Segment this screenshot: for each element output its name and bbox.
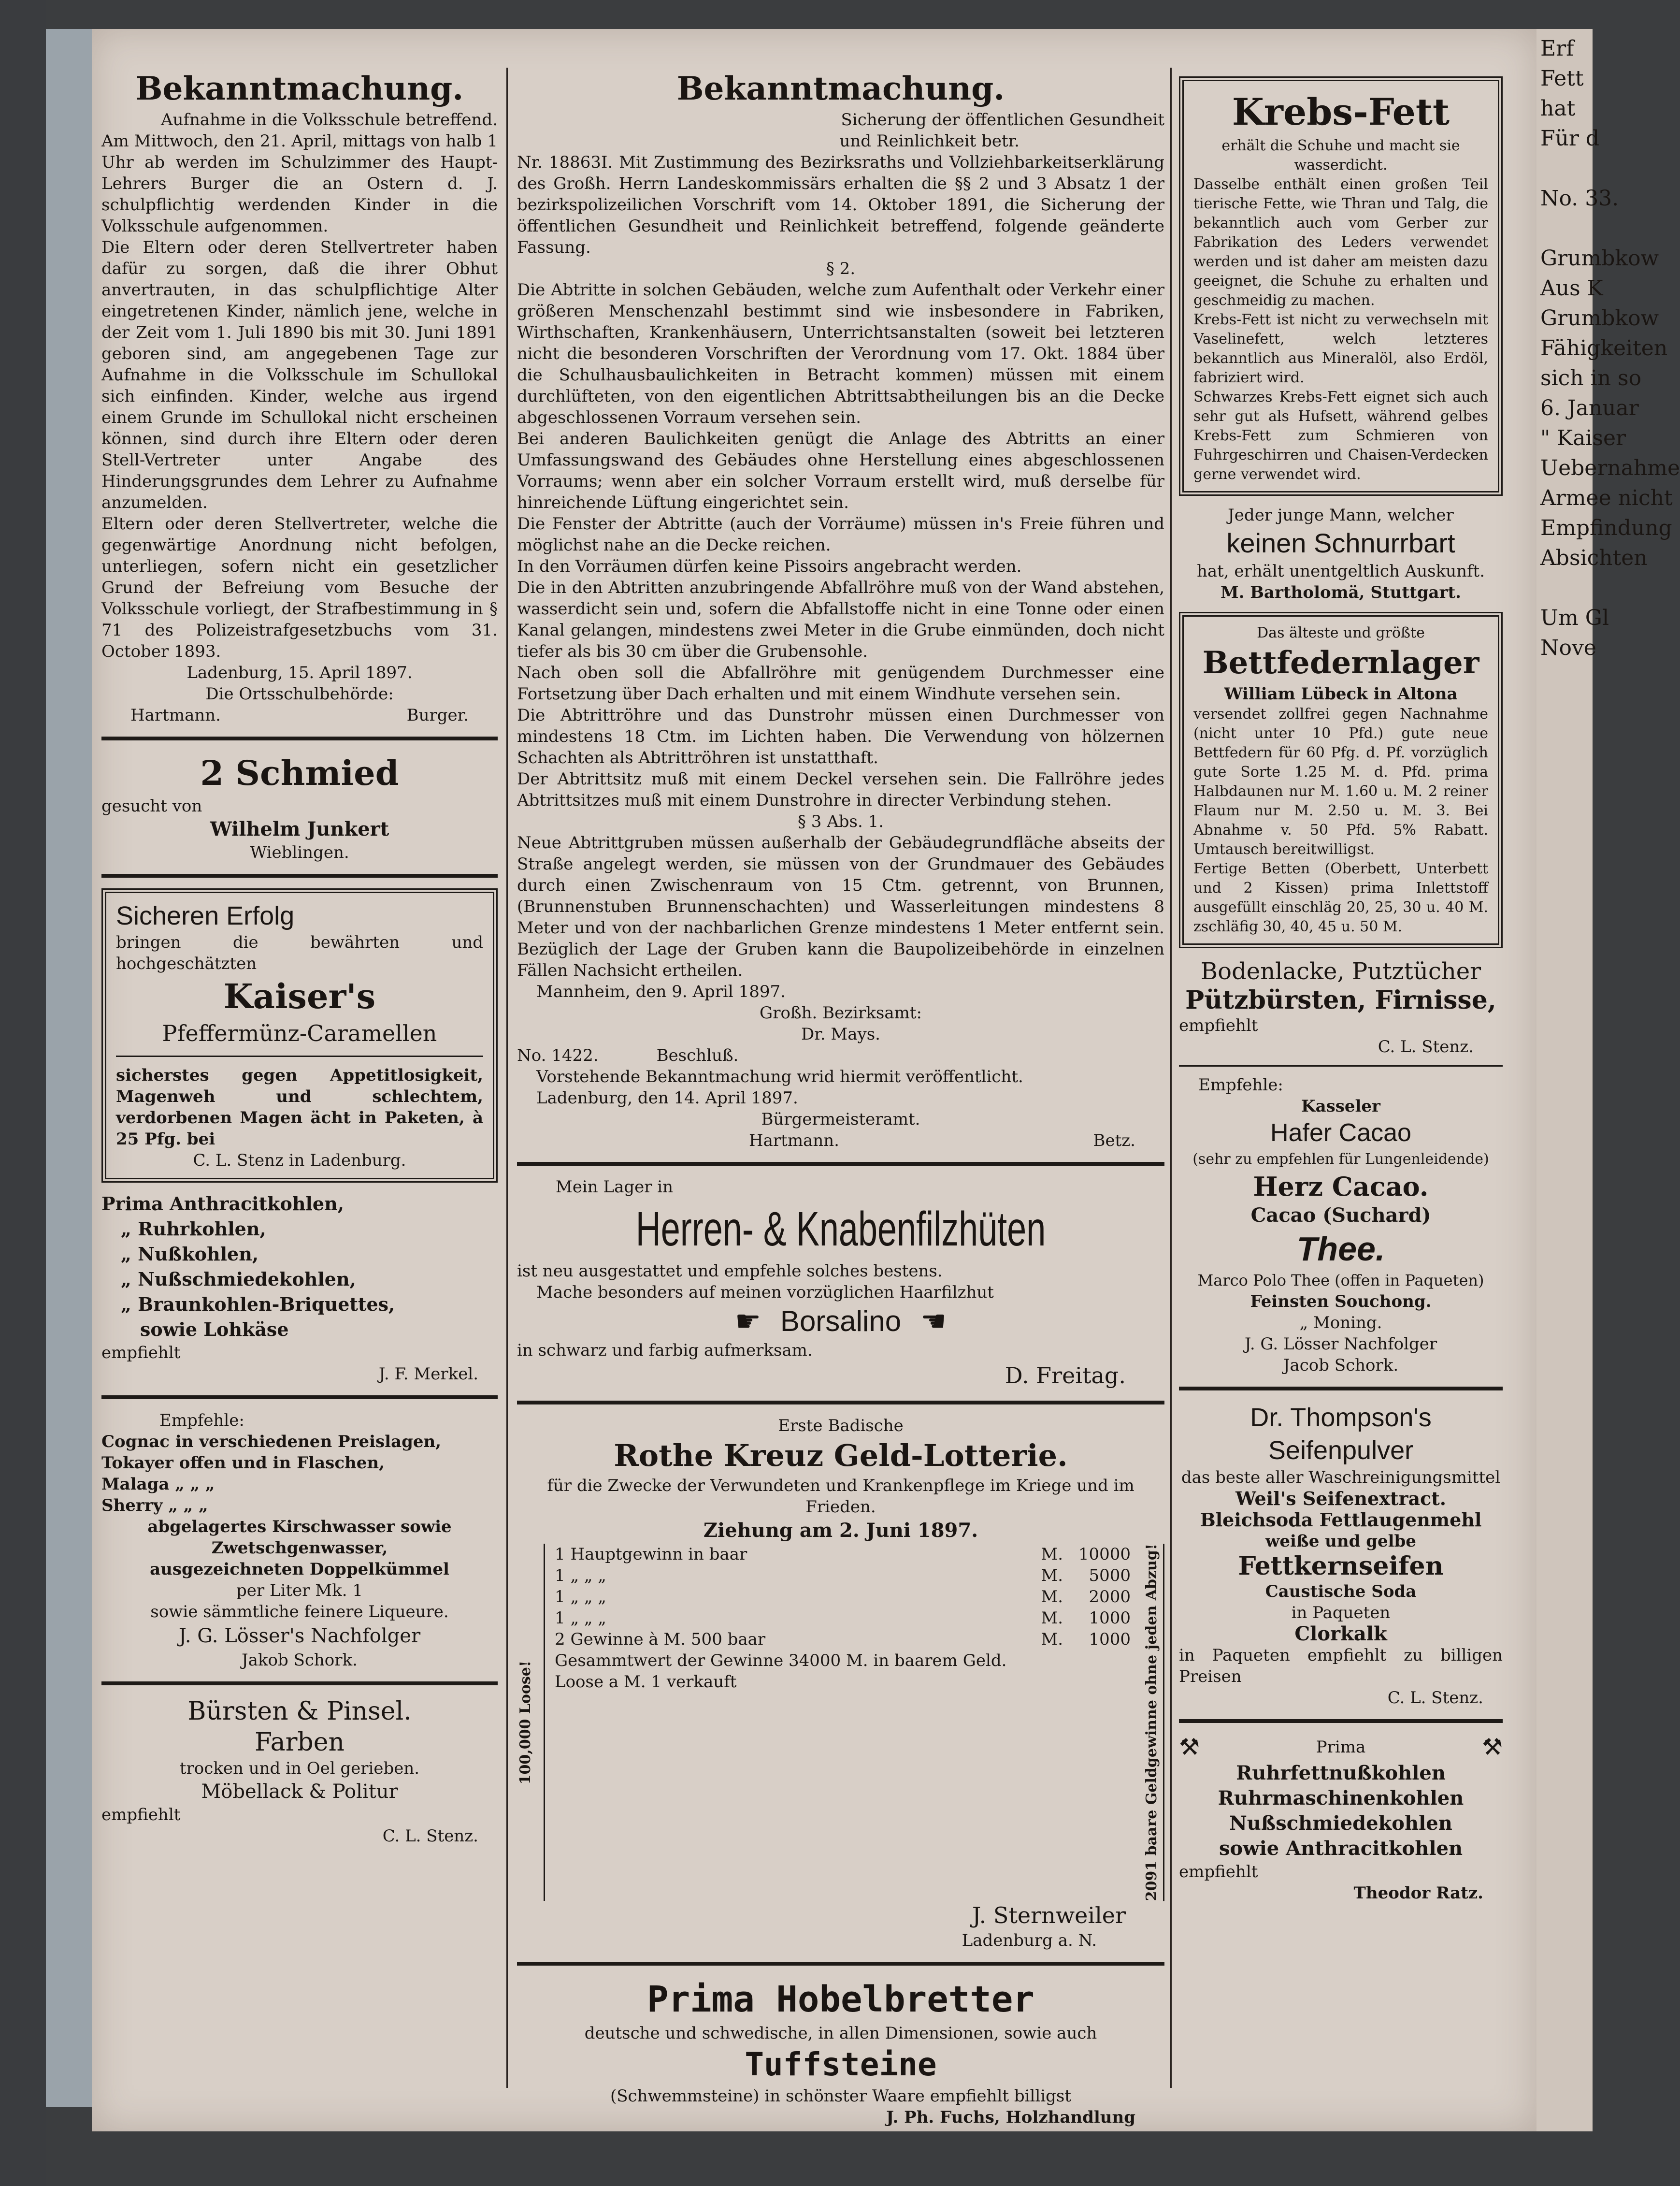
lottery-row	[555, 1544, 1131, 1565]
ad-head: Empfehle:	[159, 1411, 244, 1430]
ad-line: abgelagertes Kirschwasser sowie Zwetschgenwasser,	[147, 1517, 452, 1558]
ad-line: Cacao (Suchard)	[1250, 1204, 1431, 1227]
ad-place: Ladenburg a. N.	[962, 1931, 1097, 1951]
ad-title: Bürsten & Pinsel.	[187, 1697, 412, 1726]
ad-line: hat, erhält unentgeltlich Auskunft.	[1196, 562, 1485, 581]
kaiser-ad	[101, 888, 498, 1183]
notice-paragraph: Die Abtrittröhre und das Dunstrohr müssen einen Durchmesser von mindestens 18 Ctm. im Lichten haben. Die Verwendung von hölzernen Schachten als Abtrittröhren ist unstatthaft.	[517, 706, 1164, 767]
ad-line: in schwarz und farbig aufmerksam.	[517, 1341, 813, 1360]
lottery-row	[555, 1586, 1131, 1607]
ad-line: per Liter Mk. 1	[236, 1581, 363, 1600]
ad-title: Fettkernseifen	[1238, 1551, 1444, 1581]
ad-seller: C. L. Stenz.	[1387, 1688, 1483, 1708]
ad-line: Nußschmiedekohlen	[1229, 1812, 1452, 1835]
notice-decision: Beschluß.	[656, 1046, 739, 1065]
prize-currency: M.	[1041, 1608, 1063, 1628]
feather-ad	[1179, 612, 1503, 948]
ad-title: Thee.	[1296, 1230, 1385, 1268]
ad-seller: J. G. Lösser Nachfolger	[1244, 1334, 1437, 1354]
ad-line: in Paqueten empfiehlt zu billigen Preisen	[1179, 1646, 1503, 1686]
ad-line: Kasseler	[1301, 1097, 1380, 1116]
lottery-ad	[517, 1415, 1164, 1951]
signature: Betz.	[1093, 1131, 1135, 1150]
notice-subtitle: Sicherung der öffentlichen Gesundheit	[841, 110, 1164, 130]
lottery-side-left: 100,000 Loose!	[517, 1660, 534, 1784]
column-right	[1179, 68, 1503, 1904]
coal-head-row	[1179, 1734, 1503, 1761]
moustache-ad	[1179, 505, 1503, 603]
separator	[101, 874, 498, 878]
crossed-hammers-icon: ⚒	[1179, 1734, 1200, 1761]
notice-paragraph: Bei anderen Baulichkeiten genügt die Anlage des Abtritts an einer Umfassungswand des Gebäudes ohne Herstellung eines abgeschlossenen Vorraums; wenn aber ein solcher Vorraum erstellt wird, muß derselbe für hinreichende Lüftung eingerichtet sein.	[517, 429, 1164, 512]
ad-head: Prima	[1316, 1737, 1366, 1757]
ad-title: 2 Schmied	[200, 753, 399, 793]
adjacent-page-text: Erf Fett hat Für d No. 33. Grumbkow Aus K Grumbkow Fähigkeiten sich in so 6. Januar " Kaiser Uebernahme Armee nicht Empfindung Absichten Um Gl Nove	[1540, 36, 1680, 660]
ad-line: bringen die bewährten und hochgeschätzten	[116, 933, 483, 973]
separator	[517, 1401, 1164, 1404]
column-middle	[517, 68, 1164, 2128]
prize-label: 1 Hauptgewinn in baar	[555, 1545, 747, 1564]
ad-seller: J. G. Lösser's Nachfolger	[178, 1625, 421, 1647]
ad-head: Sicheren Erfolg	[116, 901, 295, 930]
ad-line: Das älteste und größte	[1257, 624, 1425, 641]
notice-title: Bekanntmachung.	[135, 70, 464, 107]
ad-line: trocken und in Oel gerieben.	[179, 1759, 420, 1778]
notice-number: No. 1422.	[517, 1046, 599, 1065]
ad-title: Herren- & Knabenfilzhüten	[635, 1202, 1046, 1256]
ad-line: erhält die Schuhe und macht sie wasserdicht.	[1221, 137, 1460, 174]
krebs-fett-ad	[1179, 76, 1503, 496]
coal-item: sowie Lohkäse	[140, 1318, 289, 1340]
ad-line: Erste Badische	[778, 1416, 904, 1435]
notice-paragraph: Die Eltern oder deren Stellvertreter haben dafür zu sorgen, daß die ihrer Obhut anvertrauten, in das schulpflichtige Alter eingetretenen Kinder, nämlich jene, welche in der Zeit vom 1. Juli 1890 bis mit 30. Juni 1891 geboren sind, am angegebenen Tage zur Aufnahme in die Volksschule im Schullokal sich einfinden. Kinder, welche aus irgend einem Grunde im Schullokal nicht erscheinen können, sind durch ihre Eltern oder deren Stell-Vertreter unter Angabe des Hinderungsgrundes dem Lehrer zu Aufnahme anzumelden.	[101, 238, 498, 512]
brand-row	[517, 1303, 1164, 1340]
notice-subtitle: und Reinlichkeit betr.	[839, 131, 1019, 151]
ad-seller: Jakob Schork.	[242, 1650, 358, 1670]
coal-item: Prima Anthracitkohlen,	[101, 1193, 344, 1215]
book-board	[46, 29, 94, 2107]
ad-product: Pfeffermünz-Caramellen	[162, 1020, 437, 1046]
ad-recommend: empfiehlt	[1179, 1862, 1258, 1882]
ad-title: Hafer Cacao	[1270, 1119, 1411, 1147]
ad-line: sowie sämmtliche feinere Liqueure.	[150, 1602, 449, 1621]
notice-office: Großh. Bezirksamt:	[760, 1003, 922, 1023]
notice-paragraph: Nr. 18863I. Mit Zustimmung des Bezirksraths und Vollziehbarkeitserklärung des Großh. Herrn Landeskommissärs erhalten die §§ 2 und 3 Absatz 1 der bezirkspolizeilichen Vorschrift vom 14. Oktober 1891, die Sicherung der öffentlichen Gesundheit und Reinlichkeit betreffend, folgende geänderte Fassung.	[517, 153, 1164, 257]
ad-title: Bodenlacke, Putztücher	[1200, 958, 1481, 985]
prize-currency: M.	[1041, 1630, 1063, 1649]
separator	[517, 1962, 1164, 1966]
ad-line: Jeder junge Mann, welcher	[1228, 506, 1454, 525]
notice-paragraph: Vorstehende Bekanntmachung wrid hiermit veröffentlicht.	[536, 1067, 1023, 1086]
ad-line: Cognac in verschiedenen Preislagen,	[101, 1432, 442, 1451]
coal-ad-right	[1179, 1734, 1503, 1904]
notice-paragraph: Die Abtritte in solchen Gebäuden, welche zum Aufenthalt oder Verkehr einer größeren Menschenzahl bestimmt sind wie insbesondere in Fabriken, Wirthschaften, Krankenhäusern, Unterrichtsanstalten (soweit bei letzteren nicht die besonderen Vorschriften der Verordnung vom 17. Okt. 1884 über die Schulhausbaulichkeiten in Betracht kommen) müssen mit einem durchlüfteten, von den eigentlichen Abtrittsabtheilungen bis an die Decke abgeschlossenen Vorraum versehen sein.	[517, 280, 1164, 427]
column-divider	[506, 68, 508, 2088]
ad-body: sicherstes gegen Appetitlosigkeit, Magenweh und schlechtem, verdorbenen Magen ächt in Paketen, à 25 Pfg. bei	[116, 1066, 483, 1149]
ad-title: Prima Hobelbretter	[647, 1979, 1034, 2021]
ad-seller: Jacob Schork.	[1283, 1356, 1399, 1375]
ad-line: Caustische Soda	[1265, 1582, 1417, 1601]
signature: Hartmann.	[749, 1131, 839, 1150]
ad-title: Farben	[255, 1728, 345, 1757]
prize-label: 1 „ „ „	[555, 1608, 606, 1628]
coal-item: „ Nußkohlen,	[121, 1243, 259, 1265]
notice-paragraph: Nach oben soll die Abfallröhre mit genügendem Durchmesser eine Fortsetzung über Dach erhalten und mit einem Windhute versehen sein.	[517, 663, 1164, 704]
ad-line: Mache besonders auf meinen vorzüglichen Haarfilzhut	[536, 1283, 994, 1302]
ad-line: in Paqueten	[1291, 1603, 1391, 1622]
ad-seller: C. L. Stenz.	[1378, 1037, 1474, 1057]
ad-seller: J. Ph. Fuchs, Holzhandlung	[886, 2108, 1135, 2128]
ad-draw: Ziehung am 2. Juni 1897.	[703, 1519, 978, 1542]
lottery-row	[555, 1607, 1131, 1629]
lottery-row	[555, 1629, 1131, 1650]
boards-ad	[517, 1976, 1164, 2128]
ad-line: Ruhrfettnußkohlen	[1236, 1762, 1446, 1784]
ad-body: Dasselbe enthält einen großen Teil tierische Fette, wie Thran und Talg, die bekanntlich auch vom Gerber zur Fabrikation des Leders verwendet werden und ist daher am meisten dazu geeignet, die Schuhe zu erhalten und geschmeidig zu machen.	[1193, 176, 1488, 309]
separator	[101, 1395, 498, 1399]
notice-paragraph: Die Fenster der Abtritte (auch der Vorräume) müssen in's Freie führen und möglichst nahe an die Decke reichen.	[517, 514, 1164, 555]
ad-title: Rothe Kreuz Geld-Lotterie.	[614, 1438, 1068, 1473]
ad-line: „ Moning.	[1299, 1313, 1382, 1332]
separator	[1179, 1387, 1503, 1390]
ad-title: Herz Cacao.	[1253, 1171, 1429, 1202]
brush-ad	[101, 1696, 498, 1847]
smith-ad	[101, 751, 498, 863]
book-binding	[0, 0, 46, 2186]
ad-line: gesucht von	[101, 796, 202, 816]
ad-line: Ruhrmaschinenkohlen	[1218, 1787, 1464, 1810]
soap-ad	[1179, 1401, 1503, 1708]
ad-seller: William Lübeck in Altona	[1224, 684, 1458, 704]
ad-line: deutsche und schwedische, in allen Dimensionen, sowie auch	[584, 2024, 1097, 2043]
prize-value: 1000	[1089, 1630, 1131, 1649]
column-divider	[1170, 68, 1172, 2088]
prize-label: 1 „ „ „	[555, 1587, 606, 1607]
ad-title: Tuffsteine	[745, 2046, 937, 2084]
ad-body: Fertige Betten (Oberbett, Unterbett und 2 Kissen) prima Inlettstoff ausgefüllt einschläg 20, 25, 30 u. 40 M. zschläfig 30, 40, 45 u. 50 M.	[1193, 860, 1488, 935]
notice-paragraph: Neue Abtrittgruben müssen außerhalb der Gebäudegrundfläche abseits der Straße angelegt werden, sie müssen von der Grundmauer des Gebäudes durch einen Zwischenraum von 15 Ctm. getrennt, von Brunnen, (Brunnenstuben Brunnenschachten) und Wasserleitungen mindestens 8 Meter und von der nachbarlichen Grenze mindestens 1 Meter entfernt sein. Bezüglich der Lage der Gruben kann die Baupolizeibehörde in einzelnen Fällen Nachsicht ertheilen.	[517, 833, 1164, 980]
notice-authority: Die Ortsschulbehörde:	[205, 684, 394, 704]
ad-title: Krebs-Fett	[1232, 90, 1450, 133]
notice-decision-row	[517, 1045, 1164, 1066]
notice-paragraph: Der Abtrittsitz muß mit einem Deckel versehen sein. Die Fallröhre jedes Abtrittsitzes muß mit einem Dunstrohre in directer Verbindung stehen.	[517, 769, 1164, 810]
ad-line: weiße und gelbe	[1265, 1532, 1416, 1551]
notice-section: § 3 Abs. 1.	[797, 812, 884, 831]
separator	[1179, 1065, 1503, 1067]
notice-date: Ladenburg, den 14. April 1897.	[536, 1088, 798, 1108]
prize-value: 10000	[1078, 1545, 1131, 1564]
prize-value: 2000	[1089, 1587, 1131, 1607]
ad-line: Clorkalk	[1294, 1622, 1387, 1645]
ad-line: (sehr zu empfehlen für Lungenleidende)	[1192, 1151, 1489, 1168]
column-left	[101, 68, 498, 1847]
ad-line: Malaga „ „ „	[101, 1475, 215, 1494]
ad-line: Tokayer offen und in Flaschen,	[101, 1453, 385, 1473]
ad-recommend: empfiehlt	[1179, 1016, 1258, 1035]
separator	[101, 1681, 498, 1685]
lottery-row	[555, 1565, 1131, 1586]
notice-paragraph: Eltern oder deren Stellvertreter, welche die gegenwärtige Anordnung nicht befolgen, unterliegen, sofern nicht ein gesetzlicher Grund der Befreiung vom Besuche der Volksschule vorliegt, der Strafbestimmung in § 71 des Polizeistrafgesetzbuchs vom 31. October 1893.	[101, 514, 498, 661]
coal-item: „ Ruhrkohlen,	[121, 1218, 266, 1240]
lottery-total: Gesammtwert der Gewinne 34000 M. in baarem Geld.	[555, 1651, 1007, 1670]
ad-title: Seifenpulver	[1268, 1436, 1414, 1465]
separator	[101, 737, 498, 740]
ad-body: Schwarzes Krebs-Fett eignet sich auch sehr gut als Hufsett, während gelbes Krebs-Fett zum Schmieren von Fuhrgeschirren und Chaisen-Verdecken gerne verwendet wird.	[1193, 389, 1488, 483]
crossed-hammers-icon: ⚒	[1481, 1734, 1503, 1761]
prize-currency: M.	[1041, 1566, 1063, 1585]
school-notice	[101, 68, 498, 726]
notice-signer: Dr. Mays.	[801, 1025, 880, 1044]
ad-line: Feinsten Souchong.	[1250, 1292, 1432, 1311]
ad-line: Weil's Seifenextract.	[1235, 1488, 1447, 1509]
ad-seller: D. Freitag.	[1005, 1362, 1126, 1389]
coal-ad	[101, 1191, 498, 1385]
ad-brand: Kaiser's	[223, 976, 376, 1016]
signature: Hartmann.	[130, 706, 221, 725]
notice-date: Ladenburg, 15. April 1897.	[187, 663, 413, 682]
ad-title: Pützbürsten, Firnisse,	[1185, 985, 1496, 1015]
ad-seller: J. Sternweiler	[972, 1902, 1126, 1929]
floor-ad	[1179, 957, 1503, 1057]
signature: Burger.	[406, 706, 469, 725]
ad-line: das beste aller Waschreinigungsmittel	[1181, 1468, 1501, 1487]
lottery-table	[517, 1544, 1164, 1901]
ad-seller: J. F. Merkel.	[378, 1364, 478, 1384]
ad-place: Wieblingen.	[250, 843, 349, 862]
lottery-rows	[544, 1544, 1131, 1901]
ad-recommend: empfiehlt	[101, 1805, 181, 1824]
notice-section: § 2.	[826, 259, 856, 278]
prize-currency: M.	[1041, 1545, 1063, 1564]
ad-line: Mein Lager in	[556, 1177, 674, 1197]
coal-item: „ Nußschmiedekohlen,	[121, 1268, 356, 1290]
ad-seller: C. L. Stenz in Ladenburg.	[193, 1151, 406, 1170]
ad-line: ist neu ausgestattet und empfehle solches bestens.	[517, 1261, 943, 1281]
ad-line: für die Zwecke der Verwundeten und Krankenpflege im Kriege und im Frieden.	[547, 1476, 1134, 1517]
separator	[1179, 1719, 1503, 1723]
notice-title: Bekanntmachung.	[676, 70, 1005, 107]
ad-line: Marco Polo Thee (offen in Paqueten)	[1197, 1271, 1484, 1289]
ad-title: keinen Schnurrbart	[1226, 528, 1455, 558]
ad-body: Krebs-Fett ist nicht zu verwechseln mit Vaselinefett, welch letzteres bekanntlich aus Mineralöl, also Erdöl, fabriziert wird.	[1193, 311, 1488, 386]
adjacent-page-edge	[1536, 29, 1680, 2131]
prize-value: 1000	[1089, 1608, 1131, 1628]
ad-head: Empfehle:	[1198, 1075, 1283, 1095]
notice-paragraph: Am Mittwoch, den 21. April, mittags von halb 1 Uhr ab werden im Schulzimmer des Haupt-Lehrers Burger die an Ostern d. J. schulpflichtig werdenden Kinder in die Volksschule aufgenommen.	[101, 131, 498, 236]
notice-paragraph: In den Vorräumen dürfen keine Pissoirs angebracht werden.	[517, 557, 1022, 576]
ad-line: Sherry „ „ „	[101, 1496, 208, 1515]
notice-signatures	[517, 1130, 1164, 1151]
hat-ad	[517, 1176, 1164, 1390]
lottery-price: Loose a M. 1 verkauft	[555, 1672, 737, 1692]
ad-line: Bleichsoda Fettlaugenmehl	[1200, 1509, 1482, 1531]
prize-currency: M.	[1041, 1587, 1063, 1607]
separator	[116, 1056, 483, 1057]
ad-name: Wilhelm Junkert	[210, 818, 389, 840]
ad-line: Möbellack & Politur	[201, 1781, 398, 1803]
cacao-ad	[1179, 1074, 1503, 1376]
ad-line: sowie Anthracitkohlen	[1219, 1837, 1463, 1860]
health-notice	[517, 68, 1164, 1151]
prize-value: 5000	[1089, 1566, 1131, 1585]
notice-office: Bürgermeisteramt.	[761, 1110, 920, 1129]
separator	[517, 1162, 1164, 1166]
prize-label: 1 „ „ „	[555, 1566, 606, 1585]
ad-seller: M. Bartholomä, Stuttgart.	[1220, 583, 1461, 602]
ad-title: Dr. Thompson's	[1250, 1403, 1432, 1432]
ad-brand: Borsalino	[780, 1305, 902, 1337]
notice-paragraph: Die in den Abtritten anzubringende Abfallröhre muß von der Wand abstehen, wasserdicht sein und, sofern die Abfallstoffe nicht in eine Tonne oder einen Kanal gelangen, mindestens zwei Meter in die Grube einmünden, doch nicht tiefer als bis 30 cm über die Grubensohle.	[517, 578, 1164, 661]
coal-item: „ Braunkohlen-Briquettes,	[121, 1293, 395, 1315]
ad-body: versendet zollfrei gegen Nachnahme (nicht unter 10 Pfd.) gute neue Bettfedern für 60 Pfg. d. Pf. vorzüglich gute Sorte 1.25 M. d. Pfd. prima Halbdaunen nur M. 1.60 u. M. 2 reiner Flaum nur M. 2.50 u. M. 3. Bei Abnahme v. 50 Pfd. 5% Rabatt. Umtausch bereitwilligst.	[1193, 706, 1488, 858]
notice-date: Mannheim, den 9. April 1897.	[536, 982, 786, 1001]
lottery-side-right: 2091 baare Geldgewinne ohne jeden Abzug!	[1140, 1544, 1164, 1901]
pointing-hand-icon: ☛	[735, 1304, 761, 1338]
ad-line: ausgezeichneten Doppelkümmel	[150, 1560, 449, 1579]
pointing-hand-icon: ☚	[920, 1304, 947, 1338]
ad-seller: Theodor Ratz.	[1353, 1883, 1483, 1903]
ad-title: Bettfedernlager	[1202, 645, 1479, 681]
ad-seller: C. L. Stenz.	[382, 1826, 478, 1846]
ad-line: (Schwemmsteine) in schönster Waare empfiehlt billigst	[610, 2086, 1072, 2106]
ad-recommend: empfiehlt	[101, 1343, 181, 1362]
notice-signatures	[101, 705, 498, 726]
liquor-ad	[101, 1410, 498, 1671]
prize-label: 2 Gewinne à M. 500 baar	[555, 1630, 766, 1649]
notice-subtitle: Aufnahme in die Volksschule betreffend.	[161, 110, 498, 130]
